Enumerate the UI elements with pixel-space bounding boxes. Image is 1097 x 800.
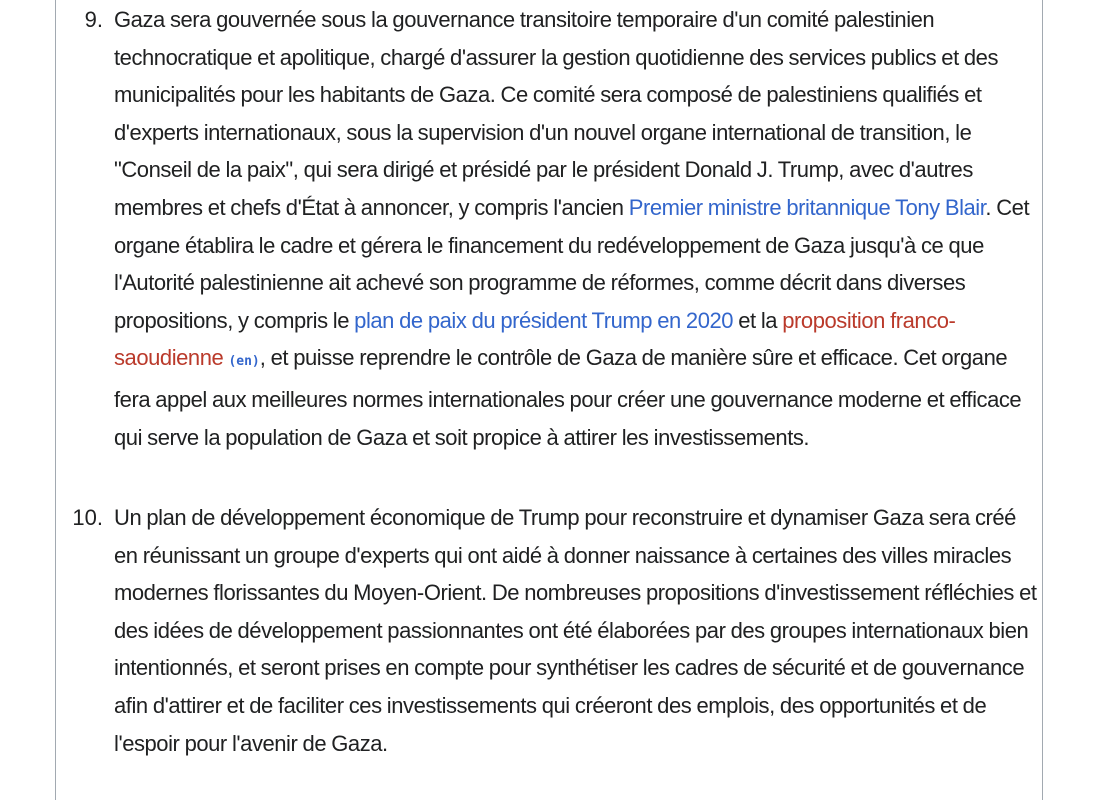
- content-border-left: [55, 0, 56, 800]
- content-border-right: [1042, 0, 1043, 800]
- link-franco-saudi-proposal[interactable]: proposition franco-saoudienne: [114, 307, 956, 371]
- text-segment: , et puisse reprendre le contrôle de Gaza de manière sûre et efficace. Cet organe fera appel aux meilleures normes internationales pour créer une gouvernance moderne et efficace qui serve la population de Gaza et soit propice à attirer les investissements.: [114, 345, 1022, 450]
- text-segment: Gaza sera gouvernée sous la gouvernance transitoire temporaire d'un comité palestinien technocratique et apolitique, chargé d'assurer la gestion quotidienne des services publics et des municipalités pour les habitants de Gaza. Ce comité sera composé de palestiniens qualifiés et d'experts internationaux, sous la supervision d'un nouvel organe international de transition, le "Conseil de la paix", qui sera dirigé et présidé par le président Donald J. Trump, avec d'autres membres et chefs d'État à annoncer, y compris l'ancien: [114, 7, 999, 220]
- list-number: 9.: [84, 7, 103, 32]
- list-number: 10.: [72, 505, 103, 530]
- text-segment: . Cet organe établira le cadre et gérera le financement du redéveloppement de Gaza jusqu'à ce que l'Autorité palestinienne ait achevé son programme de réformes, comme décrit dans diverses propositions, y compris le: [114, 194, 1030, 333]
- text-segment: et la: [733, 307, 783, 333]
- list-item-text: Un plan de développement économique de Trump pour reconstruire et dynamiser Gaza sera créé en réunissant un groupe d'experts qui ont aidé à donner naissance à certaines des villes miracles modernes florissantes du Moyen-Orient. De nombreuses propositions d'investissement réfléchies et des idées de développement passionnantes ont été élaborées par des groupes internationaux bien intentionnés, et seront prises en compte pour synthétiser les cadres de sécurité et de gouvernance afin d'attirer et de faciliter ces investissements qui créeront des emplois, des opportunités et de l'espoir pour l'avenir de Gaza.: [114, 505, 1037, 756]
- link-trump-peace-plan-2020[interactable]: plan de paix du président Trump en 2020: [354, 307, 734, 333]
- link-tony-blair[interactable]: Premier ministre britannique Tony Blair: [628, 194, 986, 220]
- interlanguage-link-en[interactable]: (en): [228, 354, 260, 370]
- list-item-text: [114, 1, 1039, 456]
